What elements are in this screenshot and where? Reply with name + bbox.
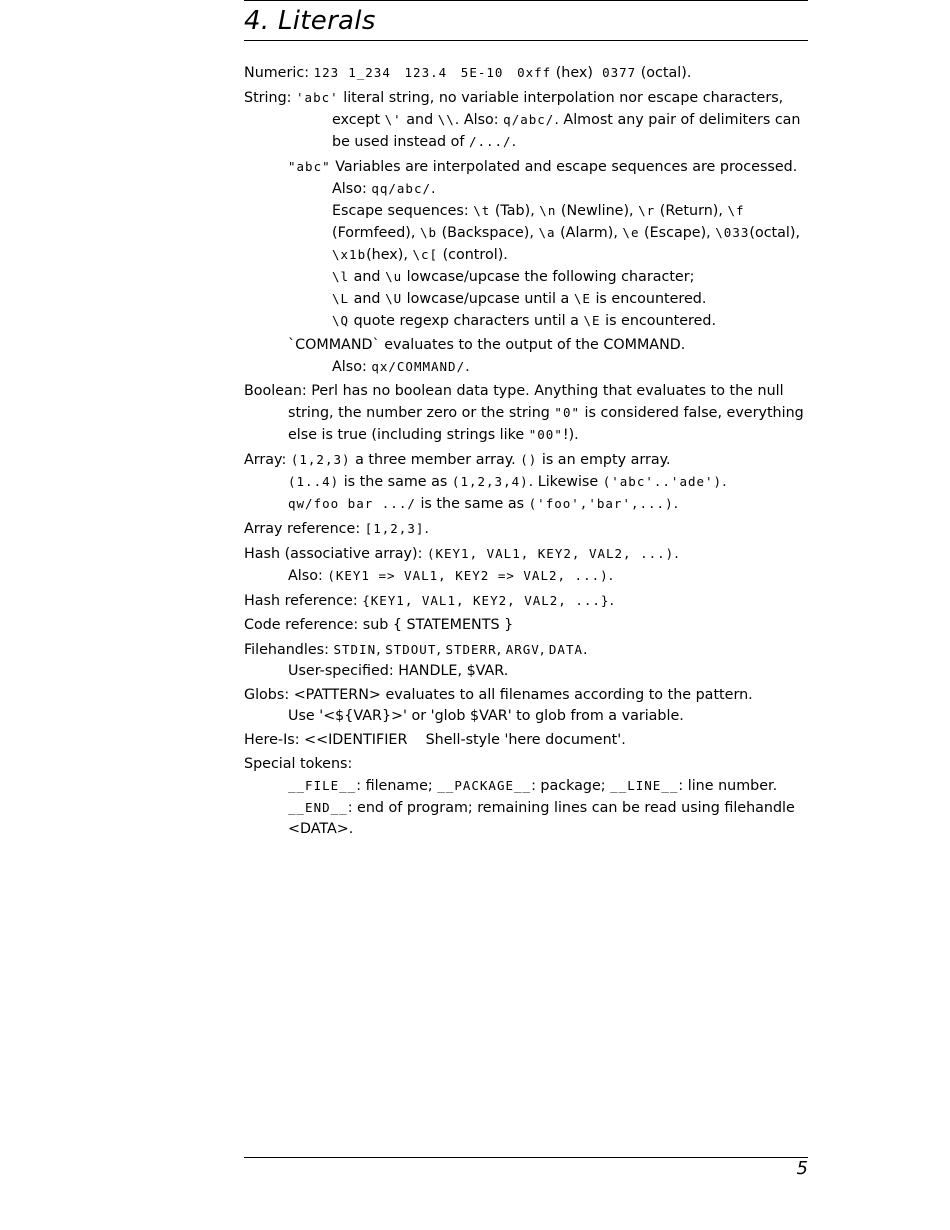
description-text: . <box>465 359 470 375</box>
filehandles-entry <box>244 639 808 682</box>
code-token: <PATTERN> <box>293 687 381 703</box>
code-token: (1,2,3) <box>290 452 351 467</box>
code-token: \l <box>332 269 350 284</box>
description-text: : end of program; remaining lines can be read using filehandle <box>347 800 795 816</box>
code-token: STDERR <box>445 642 497 657</box>
description-text: . Likewise <box>528 474 599 490</box>
description-text: . <box>503 663 509 679</box>
code-token: 'abc' <box>296 90 339 105</box>
page-title: 4. Literals <box>244 6 376 36</box>
hash-entry <box>244 543 808 587</box>
code-token: $VAR <box>466 663 504 679</box>
numeric-value: 5E-10 <box>460 65 504 80</box>
code-token: \b <box>419 225 438 240</box>
code-token: ('abc'..'ade') <box>602 474 723 489</box>
code-token: 'glob $VAR' <box>430 708 512 724</box>
array-reference-entry <box>244 518 808 540</box>
description-text: quote regexp characters until a <box>353 313 579 329</box>
numeric-note: (octal). <box>640 65 692 81</box>
description-text: . <box>511 134 517 150</box>
description-text: . <box>609 593 614 609</box>
description-text: (control). <box>442 247 508 263</box>
numeric-value: 123 <box>313 65 340 80</box>
string-entry <box>244 87 808 378</box>
code-token: __LINE__ <box>610 778 679 793</box>
code-token: \a <box>538 225 556 240</box>
description-text: a three member array. <box>355 452 516 468</box>
code-token: \' <box>384 112 402 127</box>
code-token: '<${VAR}>' <box>319 708 407 724</box>
description-text: and <box>353 269 381 285</box>
description-text: . <box>431 181 436 197</box>
description-text: User-specified: <box>288 663 394 679</box>
description-text: Perl has no boolean data type. Anything that evaluates to the null string, <box>288 383 784 421</box>
code-token: \U <box>385 291 403 306</box>
code-token: \e <box>622 225 640 240</box>
code-token: __END__ <box>288 800 348 815</box>
code-token: {KEY1, VAL1, KEY2, VAL2, ...} <box>362 593 610 608</box>
description-text: Also: <box>332 359 367 375</box>
code-token: <DATA> <box>288 821 349 837</box>
array-reference-label: Array reference: <box>244 521 361 537</box>
description-text: (Backspace), <box>441 225 534 241</box>
string-backtick-also <box>244 356 808 378</box>
filehandles-line <box>244 639 808 661</box>
description-text: . <box>608 568 614 584</box>
code-token: STDIN <box>333 642 377 657</box>
description-text: (Return), <box>659 203 723 219</box>
code-token: STDOUT <box>385 642 437 657</box>
description-text: lowcase/upcase until a <box>406 291 570 307</box>
code-token: HANDLE <box>398 663 458 679</box>
here-is-label: Here-Is: <box>244 732 300 748</box>
description-text: Use <box>288 708 315 724</box>
here-is-entry <box>244 730 808 751</box>
description-text: . <box>673 496 679 512</box>
code-token: (KEY1, VAL1, KEY2, VAL2, ...) <box>426 546 675 561</box>
code-token: [1,2,3] <box>364 521 425 536</box>
special-tokens-label: Special tokens: <box>244 756 353 772</box>
numeric-value: 0xff <box>517 65 552 80</box>
description-text: and <box>353 291 381 307</box>
code-token: \t <box>473 203 491 218</box>
code-token: () <box>520 452 538 467</box>
code-token: qq/abc/ <box>371 181 431 196</box>
numeric-label: Numeric: <box>244 65 310 81</box>
globs-line <box>244 685 808 706</box>
separator: , <box>436 642 441 658</box>
description-text: is encountered. <box>605 313 717 329</box>
description-text: . <box>583 642 588 658</box>
description-text: : package; <box>531 778 606 794</box>
hash-also-line <box>244 565 808 587</box>
quote-escape <box>244 310 808 332</box>
filehandles-label: Filehandles: <box>244 642 329 658</box>
description-text: is encountered. <box>595 291 707 307</box>
code-token: /.../ <box>468 134 512 149</box>
separator: , <box>539 642 545 658</box>
description-text: . <box>348 821 354 837</box>
code-token: \\ <box>437 112 455 127</box>
description-text: Also: <box>332 181 367 197</box>
code-token: "0" <box>554 405 580 420</box>
case-escapes-until <box>244 288 808 310</box>
escape-sequences <box>244 200 808 266</box>
code-token: ARGV <box>505 642 540 657</box>
case-escapes <box>244 266 808 288</box>
description-text: lowcase/upcase the following character; <box>406 269 695 285</box>
numeric-value: 1_234 <box>348 65 391 80</box>
special-tokens-line-1 <box>244 775 808 797</box>
numeric-value: 0377 <box>602 65 637 80</box>
globs-entry <box>244 685 808 727</box>
code-token: q/abc/ <box>503 112 555 127</box>
filehandles-user-line <box>244 661 808 682</box>
code-reference-entry <box>244 615 808 636</box>
description-text: is considered false, everything else is <box>288 405 804 443</box>
array-label: Array: <box>244 452 287 468</box>
code-token: \E <box>573 291 591 306</box>
code-token: __FILE__ <box>288 778 357 793</box>
globs-label: Globs: <box>244 687 290 703</box>
hash-reference-label: Hash reference: <box>244 593 358 609</box>
string-double-quote <box>244 156 808 178</box>
description-text: . <box>424 521 429 537</box>
description-text: instead of <box>393 134 465 150</box>
code-token: \r <box>638 203 656 218</box>
description-text: is the same as <box>420 496 525 512</box>
description-text: Shell-style 'here document'. <box>425 732 626 748</box>
code-token: __PACKAGE__ <box>437 778 532 793</box>
array-qw-line <box>244 493 808 515</box>
description-text: literal string, no variable interpolation nor escape characters, except <box>332 90 784 128</box>
code-token: (1..4) <box>288 474 340 489</box>
separator: , <box>496 642 502 658</box>
description-text: (Tab), <box>494 203 535 219</box>
description-text: !). <box>562 427 579 443</box>
description-text: . <box>674 546 679 562</box>
code-token: \033 <box>715 225 750 240</box>
description-text: Variables are interpolated and escape sequences are processed. <box>335 159 798 175</box>
page-number: 5 <box>796 1158 808 1179</box>
description-text: evaluates to the output of the COMMAND. <box>384 337 686 353</box>
code-token: \Q <box>332 313 350 328</box>
description-text: evaluates to all filenames according to the pattern. <box>385 687 753 703</box>
boolean-entry <box>244 381 808 446</box>
description-text: . Also: <box>454 112 499 128</box>
code-token: \L <box>332 291 350 306</box>
description-text: (Formfeed), <box>332 225 416 241</box>
code-token: \f <box>727 203 745 218</box>
description-text: (octal), <box>749 225 801 241</box>
code-token: "00" <box>528 427 563 442</box>
description-text: Escape sequences: <box>332 203 469 219</box>
string-backtick <box>244 335 808 356</box>
string-single-quote <box>244 87 808 153</box>
description-text: is the same as <box>343 474 448 490</box>
separator: , <box>457 663 463 679</box>
code-token: \n <box>539 203 557 218</box>
description-text: (Escape), <box>644 225 711 241</box>
array-line <box>244 449 808 471</box>
code-token: \c[ <box>412 247 439 262</box>
code-token: (1,2,3,4) <box>451 474 529 489</box>
code-token: ('foo','bar',...) <box>528 496 674 511</box>
array-entry <box>244 449 808 515</box>
code-token: sub { STATEMENTS } <box>362 617 514 633</box>
string-double-also <box>244 178 808 200</box>
code-token: (KEY1 => VAL1, KEY2 => VAL2, ...) <box>327 568 609 583</box>
description-text: or <box>411 708 427 724</box>
code-token: qw/foo bar .../ <box>288 496 416 511</box>
code-token: `COMMAND` <box>288 337 380 353</box>
description-text: the number zero or the string <box>338 405 550 421</box>
hash-label: Hash (associative array): <box>244 546 423 562</box>
title-rule <box>244 40 808 41</box>
separator: , <box>376 642 381 658</box>
description-text: . Almost any pair of delimiters can be used <box>332 112 801 150</box>
page <box>244 0 808 1230</box>
hash-reference-entry <box>244 590 808 612</box>
code-token: \u <box>385 269 403 284</box>
numeric-note: (hex) <box>555 65 593 81</box>
description-text: true (including strings like <box>337 427 525 443</box>
special-tokens-entry <box>244 754 808 840</box>
description-text: (Newline), <box>560 203 634 219</box>
literals-content <box>244 62 808 843</box>
code-token: DATA <box>548 642 584 657</box>
special-tokens-line-2 <box>244 797 808 840</box>
globs-use-line <box>244 706 808 727</box>
code-token: \E <box>583 313 601 328</box>
code-token: "abc" <box>288 159 331 174</box>
code-token: \x1b <box>332 247 367 262</box>
description-text: (hex), <box>366 247 408 263</box>
description-text: (Alarm), <box>560 225 618 241</box>
description-text: and <box>406 112 434 128</box>
code-token: qx/COMMAND/ <box>371 359 466 374</box>
top-rule <box>244 0 808 1</box>
description-text: : filename; <box>356 778 433 794</box>
description-text: . <box>722 474 727 490</box>
code-token: <<IDENTIFIER <box>304 732 408 748</box>
code-reference-label: Code reference: <box>244 617 359 633</box>
bottom-rule <box>244 1157 808 1158</box>
description-text: is an empty array. <box>541 452 671 468</box>
boolean-label: Boolean: <box>244 383 307 399</box>
numeric-entry <box>244 62 808 84</box>
hash-line <box>244 543 808 565</box>
description-text: Also: <box>288 568 323 584</box>
string-label: String: <box>244 90 292 106</box>
array-range-line <box>244 471 808 493</box>
description-text: : line number. <box>678 778 778 794</box>
description-text: to glob from a variable. <box>516 708 684 724</box>
numeric-value: 123.4 <box>404 65 448 80</box>
